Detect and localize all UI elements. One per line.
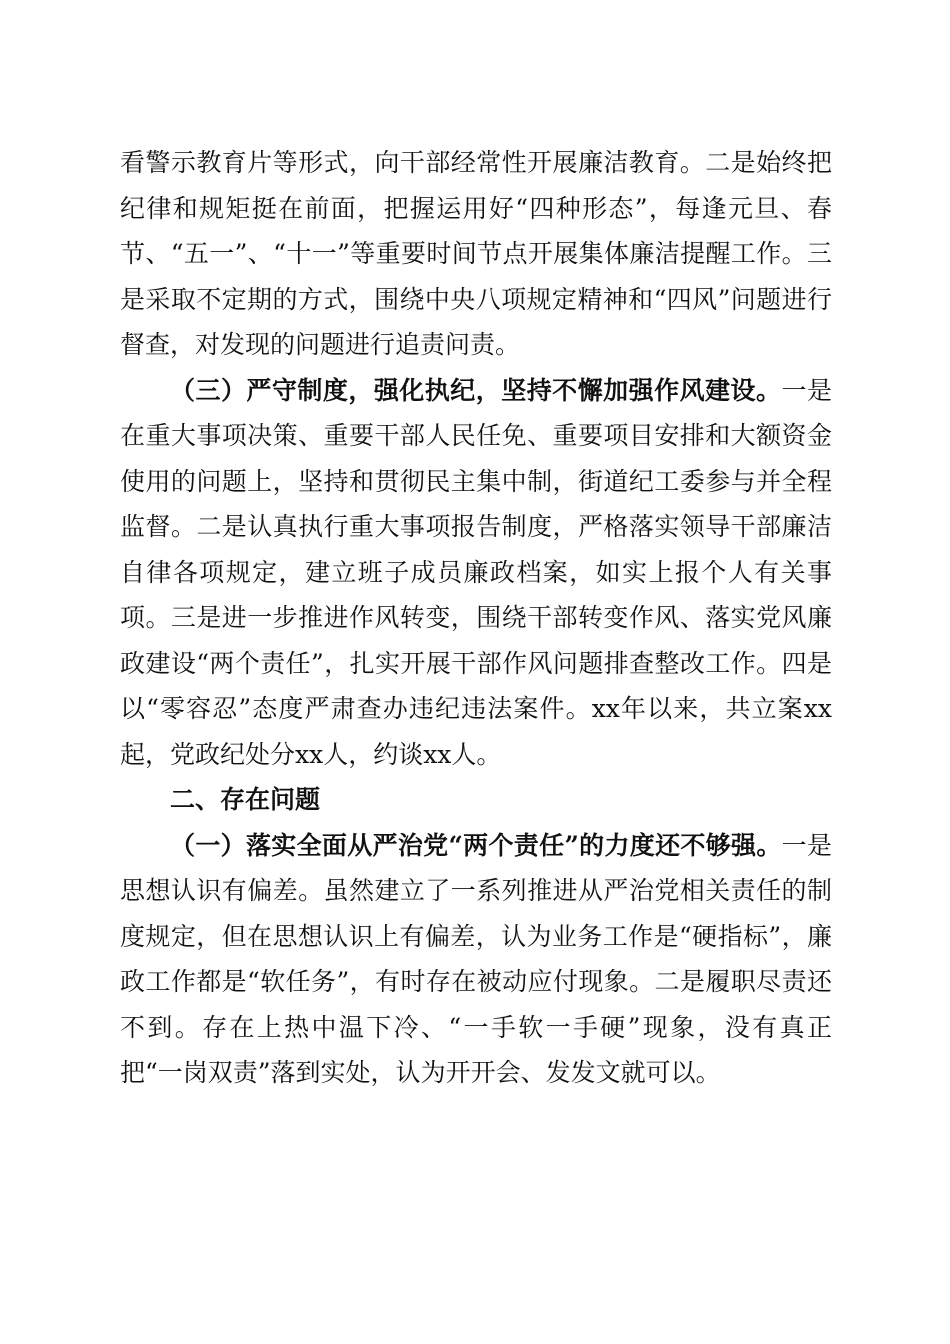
- paragraph-section-1-3: [120, 368, 832, 778]
- section-heading: 二、存在问题: [170, 785, 321, 814]
- subsection-heading: （一）落实全面从严治党“两个责任”的力度还不够强。: [170, 830, 782, 860]
- document-body: [120, 140, 832, 1096]
- paragraph-continued: [120, 140, 832, 368]
- paragraph-text: 一是思想认识有偏差。虽然建立了一系列推进从严治党相关责任的制度规定，但在思想认识上有偏差，认为业务工作是“硬指标”，廉政工作都是“软任务”，有时存在被动应付现象。二是履职尽责还不到。存在上热中温下冷、“一手软一手硬”现象，没有真正把“一岗双责”落到实处，认为开开会、发发文就可以。: [120, 830, 832, 1087]
- subsection-heading: （三）严守制度，强化执纪，坚持不懈加强作风建设。: [170, 375, 782, 405]
- paragraph-text: 一是在重大事项决策、重要干部人民任免、重要项目安排和大额资金使用的问题上，坚持和贯彻民主集中制，街道纪工委参与并全程监督。二是认真执行重大事项报告制度，严格落实领导干部廉洁自律各项规定，建立班子成员廉政档案，如实上报个人有关事项。三是进一步推进作风转变，围绕干部转变作风、落实党风廉政建设“两个责任”，扎实开展干部作风问题排查整改工作。四是以“零容忍”态度严肃查办违纪违法案件。xx年以来，共立案xx起，党政纪处分xx人，约谈xx人。: [120, 375, 832, 769]
- paragraph-section-2-1: [120, 823, 832, 1096]
- paragraph-text: 看警示教育片等形式，向干部经常性开展廉洁教育。二是始终把纪律和规矩挺在前面，把握运用好“四种形态”，每逢元旦、春节、“五一”、“十一”等重要时间节点开展集体廉洁提醒工作。三是采取不定期的方式，围绕中央八项规定精神和“四风”问题进行督查，对发现的问题进行追责问责。: [120, 148, 832, 359]
